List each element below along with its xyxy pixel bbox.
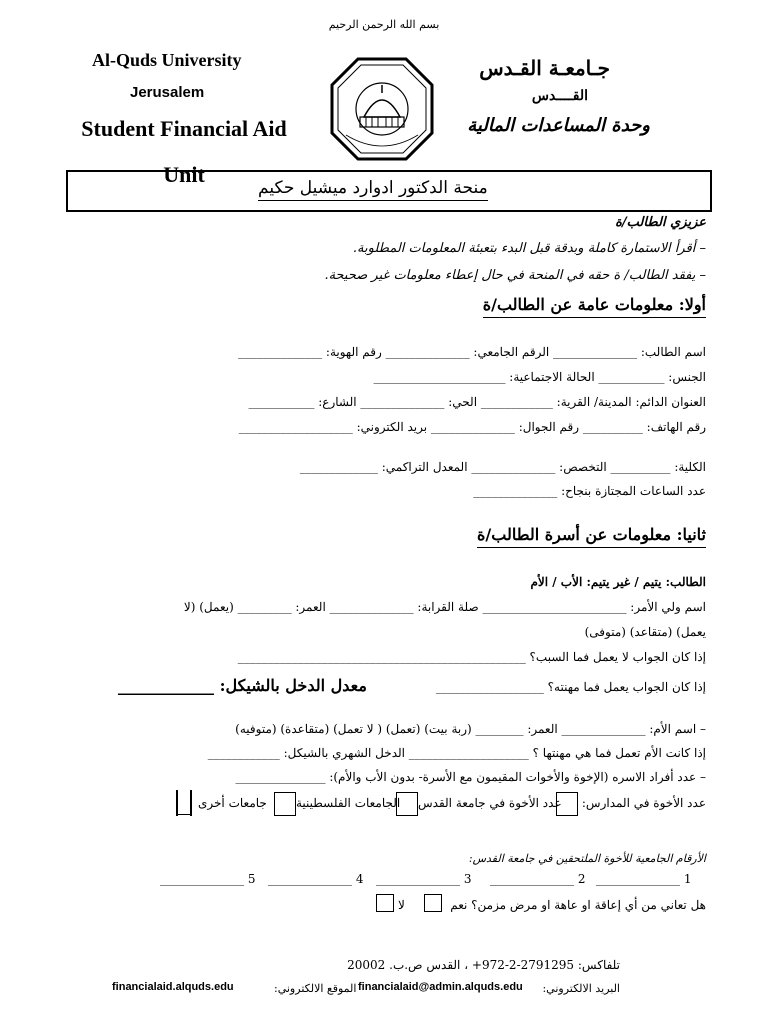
university-logo: [328, 55, 436, 163]
scholarship-title: منحة الدكتور ادوارد ميشيل حكيم: [258, 178, 488, 201]
guardian-line-2: يعمل) (متقاعد) (متوفى): [584, 625, 706, 639]
website-address[interactable]: financialaid.alquds.edu: [112, 981, 234, 993]
contact-line: تلفاكس: 2791295-2-972+ ، القدس ص.ب. 20002: [347, 958, 620, 972]
credit-hours-row: عدد الساعات المجتازة بنجاح: ______________: [473, 484, 706, 498]
faculty-row: الكلية: __________ التخصص: ______________ المعدل التراكمي: _____________: [299, 460, 706, 474]
disability-yes-checkbox[interactable]: [424, 894, 442, 912]
bracket-right: [190, 790, 192, 816]
student-id-row: اسم الطالب: ______________ الرقم الجامعي: ______________ رقم الهوية: ______________: [238, 345, 706, 359]
siblings-quds-label: عدد الأخوة في جامعة القدس: [418, 796, 562, 810]
family-count-line: – عدد أفراد الاسره (الإخوة والأخوات المقيمون مع الأسرة- بدون الأب والأم): _______________: [235, 770, 706, 784]
orphan-status-line: الطالب: يتيم / غير يتيم: الأب / الأم: [530, 575, 706, 589]
not-working-question: إذا كان الجواب لا يعمل فما السبب؟ ________________________________________________: [237, 650, 706, 664]
disability-no-label: لا: [398, 898, 405, 912]
intro-line-2: – يفقد الطالب/ ة حقه في المنحة في حال إعطاء معلومات غير صحيحة.: [324, 268, 706, 283]
address-row: العنوان الدائم: المدينة/ القرية: ____________ الحي: ______________ الشارع: ___________: [248, 395, 706, 409]
palestinian-universities-box[interactable]: [274, 792, 296, 816]
income-label: معدل الدخل بالشيكل: ____________: [118, 676, 367, 695]
other-universities-label: جامعات أخرى: [198, 796, 267, 810]
siblings-schools-label: عدد الأخوة في المدارس:: [581, 796, 706, 810]
mother-line: – اسم الأم: ______________ العمر: ________ (ربة بيت) (تعمل) ( لا تعمل) (متقاعدة) (متوفيه): [235, 722, 706, 736]
basmala: بسم الله الرحمن الرحيم: [328, 18, 440, 31]
email-label: البريد الالكتروني:: [542, 982, 620, 995]
unit-name-ar: وحدة المساعدات المالية: [467, 115, 650, 136]
working-question: إذا كان الجواب يعمل فما مهنته؟ __________________: [435, 680, 706, 694]
disability-question: هل تعاني من أي إعاقة او عاهة او مرض مزمن؟ نعم: [450, 898, 706, 912]
bracket-bottom: [176, 814, 192, 815]
website-label: الموقع الالكتروني:: [274, 982, 357, 995]
sibling-id-3: ______________ 3: [376, 872, 472, 886]
sibling-id-1: ______________ 1: [596, 872, 692, 886]
palestinian-universities-label: الجامعات الفلسطينية: [296, 796, 401, 810]
mother-work-question: إذا كانت الأم تعمل فما هي مهنتها ؟ ____________________ الدخل الشهري بالشيكل: ____________: [207, 746, 706, 760]
university-name-en: Al-Quds University: [92, 50, 242, 70]
gender-status-row: الجنس: ___________ الحالة الاجتماعية: ______________________: [373, 370, 706, 384]
disability-no-checkbox[interactable]: [376, 894, 394, 912]
sibling-id-5: ______________ 5: [160, 872, 256, 886]
city-name-ar: القــــدس: [531, 88, 588, 104]
section-family-info-title: ثانيا: معلومات عن أسرة الطالب/ة: [477, 525, 706, 548]
section-general-info-title: أولا: معلومات عامة عن الطالب/ة: [483, 295, 706, 318]
sibling-id-2: ______________ 2: [490, 872, 586, 886]
city-name-en: Jerusalem: [130, 84, 205, 101]
contact-row: رقم الهاتف: __________ رقم الجوال: ______________ بريد الكتروني: ___________________: [238, 420, 706, 434]
bracket-left: [176, 790, 178, 816]
intro-line-1: – أقرأ الاستمارة كاملة وبدقة قبل البدء بتعبئة المعلومات المطلوبة.: [352, 241, 706, 256]
guardian-line-1: اسم ولي الأمر: ________________________ صلة القرابة: ______________ العمر: _________ (يعمل) (لا: [183, 600, 706, 614]
unit-name-en: Student Financial Aid Unit: [81, 116, 287, 187]
sibling-id-4: ______________ 4: [268, 872, 364, 886]
greeting: عزيزي الطالب/ة: [615, 215, 706, 230]
sibling-ids-label: الأرقام الجامعية للأخوة الملتحقين في جامعة القدس:: [468, 852, 706, 865]
email-address[interactable]: financialaid@admin.alquds.edu: [358, 981, 523, 993]
university-name-ar: جـامعـة القـدس: [479, 56, 610, 80]
